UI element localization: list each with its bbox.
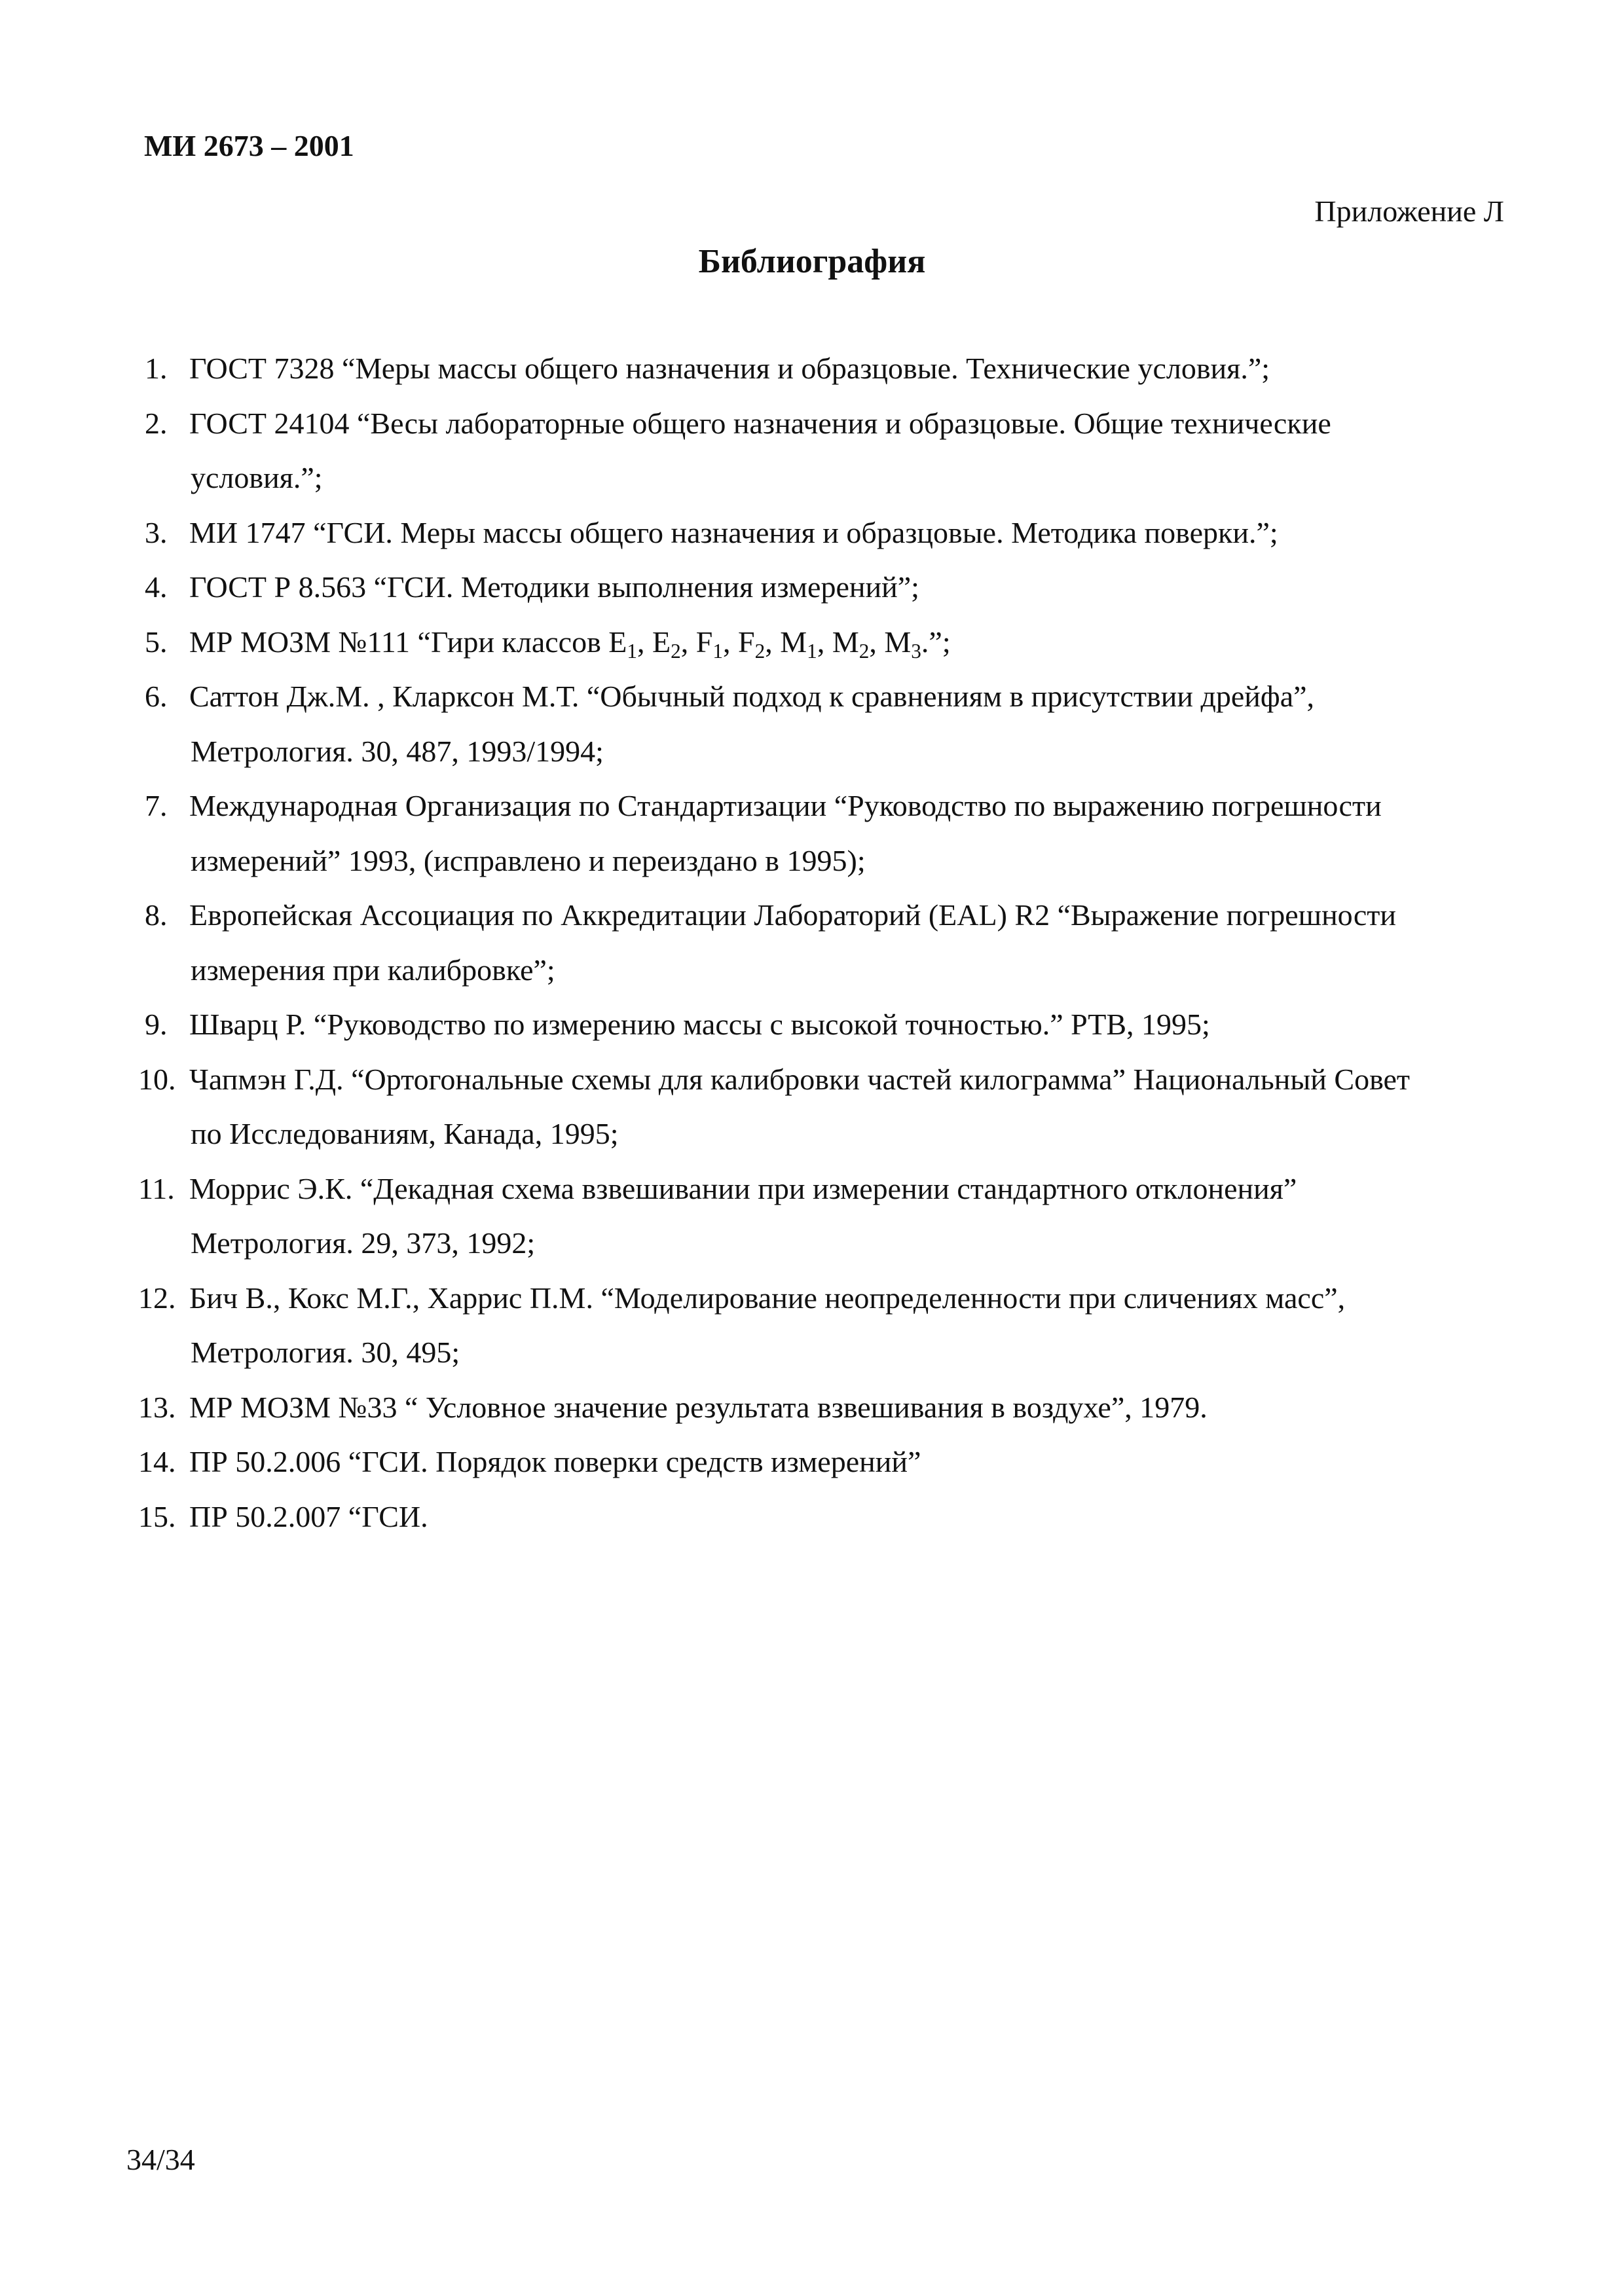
item-number: 10. bbox=[138, 1062, 176, 1096]
list-item bbox=[138, 396, 1507, 505]
list-item bbox=[138, 1271, 1507, 1380]
weight-class: $M_1$ bbox=[780, 625, 817, 663]
weight-class: $F_1$ bbox=[695, 625, 724, 663]
weight-class: $M_3$ bbox=[884, 625, 921, 663]
item-number: 3. bbox=[145, 515, 168, 549]
list-item bbox=[138, 615, 1507, 670]
item-text: ПР 50.2.006 “ГСИ. Порядок поверки средств измерений” bbox=[189, 1445, 921, 1478]
item-text: Чапмэн Г.Д. “Ортогональные схемы для калибровки частей килограмма” Национальный Совет bbox=[189, 1062, 1411, 1096]
weight-class: $E_2$ bbox=[652, 625, 681, 663]
list-item bbox=[138, 1434, 1507, 1489]
page-title: Библиография bbox=[698, 243, 926, 280]
weight-class: $M_2$ bbox=[832, 625, 870, 663]
bibliography-list bbox=[138, 341, 1507, 1544]
item-text: Моррис Э.К. “Декадная схема взвешивании при измерении стандартного отклонения” bbox=[189, 1171, 1297, 1205]
item-number: 6. bbox=[145, 680, 168, 713]
document-code: МИ 2673 – 2001 bbox=[144, 129, 354, 162]
list-item bbox=[138, 669, 1507, 778]
item-number: 12. bbox=[138, 1281, 176, 1315]
item-number: 11. bbox=[138, 1171, 175, 1205]
list-item bbox=[138, 888, 1507, 997]
item-number: 15. bbox=[138, 1499, 176, 1533]
list-item bbox=[138, 1380, 1507, 1435]
list-item bbox=[138, 505, 1507, 560]
item-text-continuation: Метрология. 30, 495; bbox=[191, 1336, 460, 1369]
item-text-end: .”; bbox=[921, 625, 951, 659]
item-number: 14. bbox=[138, 1445, 176, 1478]
item-text: Саттон Дж.М. , Кларксон М.Т. “Обычный подход к сравнениям в присутствии дрейфа”, bbox=[189, 680, 1315, 713]
item-number: 9. bbox=[145, 1008, 168, 1041]
list-item bbox=[138, 1052, 1507, 1161]
item-number: 13. bbox=[138, 1390, 176, 1424]
item-text-continuation: Метрология. 30, 487, 1993/1994; bbox=[191, 734, 604, 768]
list-item bbox=[138, 1489, 1507, 1544]
list-item bbox=[138, 341, 1507, 396]
item-text-continuation: измерений” 1993, (исправлено и переиздано в 1995); bbox=[191, 843, 866, 877]
item-text-continuation: по Исследованиям, Канада, 1995; bbox=[191, 1117, 619, 1150]
item-text-continuation: Метрология. 29, 373, 1992; bbox=[191, 1226, 536, 1260]
page-number: 34/34 bbox=[126, 2143, 195, 2176]
item-text: МР МОЗМ №33 “ Условное значение результата взвешивания в воздухе”, 1979. bbox=[189, 1390, 1208, 1424]
item-text: ГОСТ 24104 “Весы лабораторные общего назначения и образцовые. Общие технические bbox=[189, 406, 1331, 440]
item-text-continuation: условия.”; bbox=[191, 461, 323, 494]
item-text: ГОСТ 7328 “Меры массы общего назначения и образцовые. Технические условия.”; bbox=[189, 352, 1270, 385]
item-text: ГОСТ Р 8.563 “ГСИ. Методики выполнения измерений”; bbox=[189, 570, 919, 604]
item-text: МР МОЗМ №111 “Гири классов $E_1$, $E_2$, $F_1$, $F_2$, $M_1$, $M_2$, $M_3$.”; bbox=[189, 625, 951, 663]
list-item bbox=[138, 560, 1507, 615]
list-item bbox=[138, 778, 1507, 888]
item-number: 7. bbox=[145, 789, 168, 822]
item-text-start: МР МОЗМ №111 “Гири классов bbox=[189, 625, 609, 659]
item-text: Европейская Ассоциация по Аккредитации Лабораторий (EAL) R2 “Выражение погрешности bbox=[189, 898, 1396, 932]
item-number: 5. bbox=[145, 625, 168, 659]
item-text: Международная Организация по Стандартизации “Руководство по выражению погрешности bbox=[189, 789, 1382, 822]
item-number: 4. bbox=[145, 570, 168, 604]
item-text-continuation: измерения при калибровке”; bbox=[191, 953, 555, 987]
item-text: Шварц Р. “Руководство по измерению массы с высокой точностью.” РТВ, 1995; bbox=[189, 1008, 1210, 1041]
list-item bbox=[138, 997, 1507, 1052]
item-number: 8. bbox=[145, 898, 168, 932]
item-text: МИ 1747 “ГСИ. Меры массы общего назначения и образцовые. Методика поверки.”; bbox=[189, 515, 1278, 549]
item-number: 1. bbox=[145, 352, 168, 385]
item-text: Бич В., Кокс М.Г., Харрис П.М. “Моделирование неопределенности при сличениях масс”, bbox=[189, 1281, 1346, 1315]
weight-class: $F_2$ bbox=[738, 625, 766, 663]
item-text: ПР 50.2.007 “ГСИ. bbox=[189, 1499, 428, 1533]
list-item bbox=[138, 1161, 1507, 1271]
weight-class: $E_1$ bbox=[608, 625, 638, 663]
item-number: 2. bbox=[145, 406, 168, 440]
appendix-label: Приложение Л bbox=[1314, 194, 1504, 228]
